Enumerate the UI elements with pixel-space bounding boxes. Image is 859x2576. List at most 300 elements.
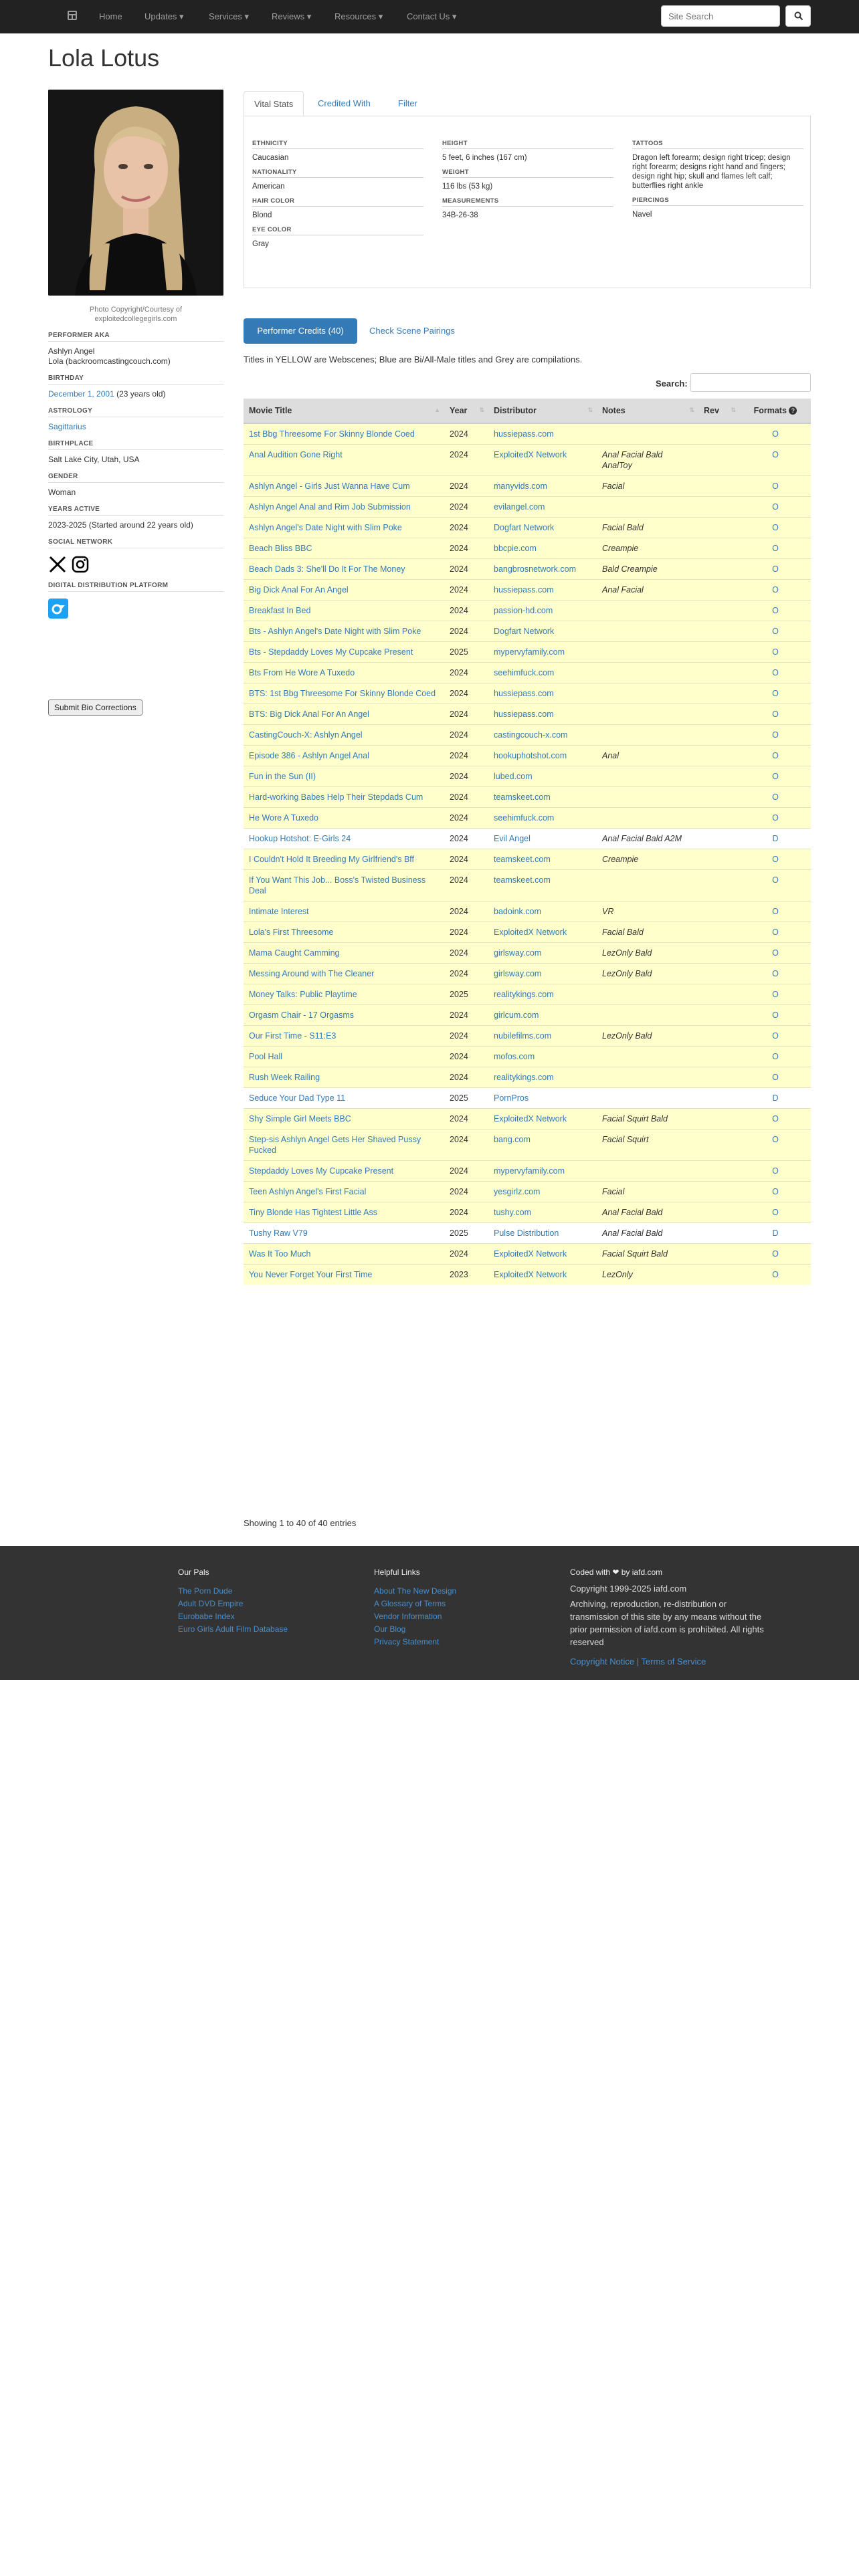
- birthday-value: [48, 389, 223, 399]
- col-movie-title[interactable]: Movie Title ▲: [244, 399, 444, 423]
- nav-reviews[interactable]: Reviews ▾: [272, 11, 312, 21]
- table-row: [244, 476, 811, 497]
- aka-value: [48, 346, 223, 366]
- credit-format-link[interactable]: D: [740, 1088, 811, 1109]
- credit-distributor-link[interactable]: Dogfart Network: [488, 621, 597, 642]
- credit-notes: [597, 766, 698, 787]
- footer-our-pals: [178, 1566, 379, 1636]
- credit-title-link[interactable]: 1st Bbg Threesome For Skinny Blonde Coed: [244, 423, 444, 445]
- credit-format-link[interactable]: O: [740, 445, 811, 476]
- credit-format-link[interactable]: O: [740, 559, 811, 580]
- credit-format-link[interactable]: O: [740, 1005, 811, 1026]
- credit-distributor-link[interactable]: ExploitedX Network: [488, 1244, 597, 1265]
- credit-format-link[interactable]: O: [740, 1067, 811, 1088]
- credit-notes: Anal Facial Bald: [597, 1223, 698, 1244]
- table-row: [244, 642, 811, 663]
- credit-title-link[interactable]: Was It Too Much: [244, 1244, 444, 1265]
- credit-distributor-link[interactable]: teamskeet.com: [488, 870, 597, 901]
- credit-notes: LezOnly Bald: [597, 964, 698, 984]
- search-button[interactable]: [785, 5, 811, 27]
- credit-year: 2024: [444, 1182, 488, 1202]
- credit-format-link[interactable]: O: [740, 1047, 811, 1067]
- col-distributor[interactable]: Distributor ⇅: [488, 399, 597, 423]
- nav-services[interactable]: Services ▾: [209, 11, 249, 21]
- credit-format-link[interactable]: O: [740, 870, 811, 901]
- credit-format-link[interactable]: O: [740, 423, 811, 445]
- ethnicity-value: Caucasian: [252, 154, 289, 162]
- credit-distributor-link[interactable]: Dogfart Network: [488, 518, 597, 538]
- credit-format-link[interactable]: O: [740, 725, 811, 746]
- credit-title-link[interactable]: Messing Around with The Cleaner: [244, 964, 444, 984]
- credit-format-link[interactable]: O: [740, 663, 811, 683]
- tab-filter[interactable]: Filter: [398, 98, 417, 108]
- credit-format-link[interactable]: O: [740, 476, 811, 497]
- credit-title-link[interactable]: Orgasm Chair - 17 Orgasms: [244, 1005, 444, 1026]
- platform-icons: [48, 597, 223, 617]
- credit-distributor-link[interactable]: girlsway.com: [488, 943, 597, 964]
- credit-year: 2024: [444, 445, 488, 476]
- table-row: [244, 1067, 811, 1088]
- credit-rev: [698, 901, 740, 922]
- birthplace-value: Salt Lake City, Utah, USA: [48, 455, 140, 464]
- col-notes[interactable]: Notes ⇅: [597, 399, 698, 423]
- col-formats[interactable]: Formats ?: [740, 399, 811, 423]
- credit-rev: [698, 849, 740, 870]
- credit-title-link[interactable]: BTS: 1st Bbg Threesome For Skinny Blonde Coed: [244, 683, 444, 704]
- table-row: [244, 1161, 811, 1182]
- credit-distributor-link[interactable]: teamskeet.com: [488, 849, 597, 870]
- credit-notes: [597, 1088, 698, 1109]
- credit-title-link[interactable]: Ashlyn Angel - Girls Just Wanna Have Cum: [244, 476, 444, 497]
- credit-title-link[interactable]: Mama Caught Camming: [244, 943, 444, 964]
- credit-notes: [597, 1067, 698, 1088]
- instagram-icon[interactable]: [71, 555, 90, 574]
- credit-year: 2024: [444, 1130, 488, 1161]
- credit-distributor-link[interactable]: ExploitedX Network: [488, 445, 597, 476]
- credit-notes: Anal Facial Bald AnalToy: [597, 445, 698, 476]
- credit-rev: [698, 497, 740, 518]
- credit-title-link[interactable]: Bts - Stepdaddy Loves My Cupcake Present: [244, 642, 444, 663]
- credit-format-link[interactable]: O: [740, 642, 811, 663]
- credit-format-link[interactable]: O: [740, 964, 811, 984]
- credit-distributor-link[interactable]: nubilefilms.com: [488, 1026, 597, 1047]
- footer-link[interactable]: Eurobabe Index: [178, 1612, 235, 1621]
- height-value: 5 feet, 6 inches (167 cm): [442, 154, 527, 162]
- table-row: [244, 663, 811, 683]
- credit-format-link[interactable]: O: [740, 1161, 811, 1182]
- vital-stats-panel: [244, 116, 811, 288]
- credit-format-link[interactable]: D: [740, 1223, 811, 1244]
- footer-link[interactable]: A Glossary of Terms: [374, 1599, 446, 1608]
- credit-distributor-link[interactable]: hussiepass.com: [488, 423, 597, 445]
- credit-format-link[interactable]: O: [740, 1130, 811, 1161]
- credit-distributor-link[interactable]: ExploitedX Network: [488, 1109, 597, 1130]
- nav-contact[interactable]: Contact Us ▾: [407, 11, 457, 21]
- credit-year: 2024: [444, 1026, 488, 1047]
- credit-year: 2024: [444, 901, 488, 922]
- credit-rev: [698, 423, 740, 445]
- credit-title-link[interactable]: Stepdaddy Loves My Cupcake Present: [244, 1161, 444, 1182]
- credit-title-link[interactable]: Bts From He Wore A Tuxedo: [244, 663, 444, 683]
- table-row: [244, 984, 811, 1005]
- table-row: [244, 621, 811, 642]
- credit-title-link[interactable]: Anal Audition Gone Right: [244, 445, 444, 476]
- credit-title-link[interactable]: Teen Ashlyn Angel's First Facial: [244, 1182, 444, 1202]
- credit-notes: [597, 642, 698, 663]
- credit-format-link[interactable]: O: [740, 766, 811, 787]
- credit-title-link[interactable]: Money Talks: Public Playtime: [244, 984, 444, 1005]
- credit-format-link[interactable]: O: [740, 746, 811, 766]
- astrology-link[interactable]: Sagittarius: [48, 422, 86, 431]
- footer-link[interactable]: Our Blog: [374, 1624, 406, 1634]
- credit-title-link[interactable]: Hookup Hotshot: E-Girls 24: [244, 829, 444, 849]
- credit-rev: [698, 704, 740, 725]
- credit-rev: [698, 580, 740, 601]
- table-row: [244, 725, 811, 746]
- credit-year: 2024: [444, 829, 488, 849]
- credit-year: 2024: [444, 1202, 488, 1223]
- credit-distributor-link[interactable]: hookuphotshot.com: [488, 746, 597, 766]
- credit-rev: [698, 787, 740, 808]
- site-search-input[interactable]: [661, 5, 780, 27]
- credit-notes: [597, 787, 698, 808]
- table-row: [244, 1026, 811, 1047]
- aka-name: Ashlyn Angel: [48, 346, 95, 356]
- credit-format-link[interactable]: O: [740, 683, 811, 704]
- credit-title-link[interactable]: Ashlyn Angel Anal and Rim Job Submission: [244, 497, 444, 518]
- vitals-col-1: [252, 134, 423, 251]
- credit-year: 2024: [444, 601, 488, 621]
- credit-format-link[interactable]: O: [740, 1244, 811, 1265]
- table-info: Showing 1 to 40 of 40 entries: [244, 1518, 357, 1528]
- table-row: [244, 1202, 811, 1223]
- credit-distributor-link[interactable]: castingcouch-x.com: [488, 725, 597, 746]
- piercings-value: Navel: [632, 211, 652, 219]
- credit-notes: [597, 808, 698, 829]
- credit-notes: [597, 870, 698, 901]
- credit-rev: [698, 725, 740, 746]
- credit-rev: [698, 1067, 740, 1088]
- table-row: [244, 870, 811, 901]
- nationality-label: NATIONALITY: [252, 169, 423, 178]
- credit-title-link[interactable]: Breakfast In Bed: [244, 601, 444, 621]
- credit-year: 2024: [444, 808, 488, 829]
- credit-rev: [698, 642, 740, 663]
- credit-title-link[interactable]: Tushy Raw V79: [244, 1223, 444, 1244]
- tattoos-value: Dragon left forearm; design right tricep; design right forearm; designs right hand and fingers; design right hip; skull and flames left calf; butterflies right ankle: [632, 154, 791, 190]
- credit-year: 2025: [444, 1223, 488, 1244]
- table-row: [244, 1244, 811, 1265]
- years-active-value: 2023-2025 (Started around 22 years old): [48, 520, 193, 530]
- credit-year: 2024: [444, 423, 488, 445]
- credit-notes: Facial Squirt: [597, 1130, 698, 1161]
- credit-format-link[interactable]: O: [740, 1109, 811, 1130]
- bio-column: [48, 90, 223, 712]
- credit-title-link[interactable]: Beach Bliss BBC: [244, 538, 444, 559]
- footer-helpful-links: [374, 1566, 575, 1648]
- credit-distributor-link[interactable]: passion-hd.com: [488, 601, 597, 621]
- table-row: [244, 787, 811, 808]
- credit-format-link[interactable]: O: [740, 1202, 811, 1223]
- table-row: [244, 601, 811, 621]
- credit-title-link[interactable]: CastingCouch-X: Ashlyn Angel: [244, 725, 444, 746]
- table-row: [244, 423, 811, 445]
- credit-format-link[interactable]: O: [740, 922, 811, 943]
- credit-year: 2024: [444, 922, 488, 943]
- credit-title-link[interactable]: Hard-working Babes Help Their Stepdads Cum: [244, 787, 444, 808]
- credit-year: 2024: [444, 1047, 488, 1067]
- credit-notes: Facial Squirt Bald: [597, 1109, 698, 1130]
- credit-rev: [698, 1265, 740, 1285]
- home-logo-icon[interactable]: [67, 10, 78, 21]
- credit-year: 2024: [444, 1244, 488, 1265]
- credit-format-link[interactable]: O: [740, 704, 811, 725]
- credit-rev: [698, 518, 740, 538]
- credit-year: 2024: [444, 870, 488, 901]
- credit-title-link[interactable]: Intimate Interest: [244, 901, 444, 922]
- credit-distributor-link[interactable]: badoink.com: [488, 901, 597, 922]
- credit-distributor-link[interactable]: tushy.com: [488, 1202, 597, 1223]
- credit-rev: [698, 1223, 740, 1244]
- credit-year: 2024: [444, 621, 488, 642]
- legal-links[interactable]: Copyright Notice | Terms of Service: [570, 1656, 706, 1667]
- table-row: [244, 943, 811, 964]
- table-row: [244, 538, 811, 559]
- credit-format-link[interactable]: O: [740, 1026, 811, 1047]
- credit-rev: [698, 1202, 740, 1223]
- credit-rev: [698, 445, 740, 476]
- credit-title-link[interactable]: Our First Time - S11:E3: [244, 1026, 444, 1047]
- credit-format-link[interactable]: O: [740, 984, 811, 1005]
- help-icon[interactable]: ?: [789, 407, 797, 415]
- credit-format-link[interactable]: O: [740, 538, 811, 559]
- credit-year: 2024: [444, 704, 488, 725]
- credit-distributor-link[interactable]: Evil Angel: [488, 829, 597, 849]
- table-row: [244, 1130, 811, 1161]
- credit-rev: [698, 808, 740, 829]
- credit-distributor-link[interactable]: bang.com: [488, 1130, 597, 1161]
- credit-title-link[interactable]: Beach Dads 3: She'll Do It For The Money: [244, 559, 444, 580]
- credit-title-link[interactable]: Rush Week Railing: [244, 1067, 444, 1088]
- credit-notes: [597, 497, 698, 518]
- site-footer: [0, 1546, 859, 1680]
- tattoos-label: TATTOOS: [632, 140, 803, 149]
- table-row: [244, 518, 811, 538]
- credit-distributor-link[interactable]: hussiepass.com: [488, 683, 597, 704]
- credit-year: 2024: [444, 518, 488, 538]
- credit-rev: [698, 1244, 740, 1265]
- credit-format-link[interactable]: O: [740, 621, 811, 642]
- weight-label: WEIGHT: [442, 169, 613, 178]
- credit-notes: [597, 1161, 698, 1182]
- credit-rev: [698, 538, 740, 559]
- footer-pals-title: Our Pals: [178, 1568, 209, 1577]
- measurements-label: MEASUREMENTS: [442, 197, 613, 207]
- footer-link[interactable]: Adult DVD Empire: [178, 1599, 244, 1608]
- credit-title-link[interactable]: Tiny Blonde Has Tightest Little Ass: [244, 1202, 444, 1223]
- credit-distributor-link[interactable]: bangbrosnetwork.com: [488, 559, 597, 580]
- credit-title-link[interactable]: Lola's First Threesome: [244, 922, 444, 943]
- credit-distributor-link[interactable]: mypervyfamily.com: [488, 1161, 597, 1182]
- onlyfans-icon[interactable]: [48, 599, 68, 619]
- credit-distributor-link[interactable]: hussiepass.com: [488, 704, 597, 725]
- credit-year: 2024: [444, 476, 488, 497]
- credit-notes: [597, 621, 698, 642]
- tab-vital-stats[interactable]: Vital Stats: [244, 91, 304, 117]
- credit-rev: [698, 559, 740, 580]
- credit-distributor-link[interactable]: lubed.com: [488, 766, 597, 787]
- credit-rev: [698, 601, 740, 621]
- aka-label: PERFORMER AKA: [48, 332, 223, 342]
- credit-year: 2023: [444, 1265, 488, 1285]
- credit-year: 2024: [444, 683, 488, 704]
- table-row: [244, 901, 811, 922]
- hair-color-label: HAIR COLOR: [252, 197, 423, 207]
- credit-title-link[interactable]: I Couldn't Hold It Breeding My Girlfriend's Bff: [244, 849, 444, 870]
- credit-year: 2024: [444, 1067, 488, 1088]
- birthday-link[interactable]: December 1, 2001: [48, 389, 114, 399]
- credit-year: 2024: [444, 497, 488, 518]
- credit-year: 2024: [444, 849, 488, 870]
- credit-title-link[interactable]: Ashlyn Angel's Date Night with Slim Poke: [244, 518, 444, 538]
- check-scene-pairings-link[interactable]: Check Scene Pairings: [369, 326, 455, 336]
- credit-title-link[interactable]: He Wore A Tuxedo: [244, 808, 444, 829]
- footer-link[interactable]: The Porn Dude: [178, 1586, 233, 1596]
- credit-title-link[interactable]: Bts - Ashlyn Angel's Date Night with Slim Poke: [244, 621, 444, 642]
- credit-year: 2024: [444, 1109, 488, 1130]
- credit-notes: Facial Bald: [597, 922, 698, 943]
- credit-rev: [698, 984, 740, 1005]
- credit-distributor-link[interactable]: Pulse Distribution: [488, 1223, 597, 1244]
- credit-distributor-link[interactable]: girlsway.com: [488, 964, 597, 984]
- credit-notes: Facial Squirt Bald: [597, 1244, 698, 1265]
- credit-title-link[interactable]: Pool Hall: [244, 1047, 444, 1067]
- credit-distributor-link[interactable]: hussiepass.com: [488, 580, 597, 601]
- performer-credits-button[interactable]: Performer Credits (40): [244, 318, 357, 344]
- table-header-row: [244, 399, 811, 423]
- piercings-label: PIERCINGS: [632, 197, 803, 206]
- credit-rev: [698, 1005, 740, 1026]
- credit-notes: LezOnly: [597, 1265, 698, 1285]
- credit-year: 2024: [444, 580, 488, 601]
- credit-rev: [698, 1130, 740, 1161]
- credit-format-link[interactable]: O: [740, 518, 811, 538]
- submit-bio-corrections-button[interactable]: Submit Bio Corrections: [48, 700, 142, 716]
- footer-link[interactable]: Euro Girls Adult Film Database: [178, 1624, 288, 1634]
- tab-credited-with[interactable]: Credited With: [318, 98, 371, 108]
- credit-notes: [597, 704, 698, 725]
- credit-title-link[interactable]: Big Dick Anal For An Angel: [244, 580, 444, 601]
- credit-distributor-link[interactable]: mofos.com: [488, 1047, 597, 1067]
- credit-title-link[interactable]: Episode 386 - Ashlyn Angel Anal: [244, 746, 444, 766]
- footer-link[interactable]: Vendor Information: [374, 1612, 442, 1621]
- credit-title-link[interactable]: Seduce Your Dad Type 11: [244, 1088, 444, 1109]
- credit-notes: LezOnly Bald: [597, 1026, 698, 1047]
- credit-format-link[interactable]: O: [740, 1182, 811, 1202]
- table-row: [244, 922, 811, 943]
- credit-format-link[interactable]: O: [740, 497, 811, 518]
- credit-title-link[interactable]: You Never Forget Your First Time: [244, 1265, 444, 1285]
- credit-notes: [597, 423, 698, 445]
- table-search-input[interactable]: [690, 373, 811, 392]
- credit-format-link[interactable]: O: [740, 808, 811, 829]
- credit-format-link[interactable]: O: [740, 580, 811, 601]
- credit-rev: [698, 829, 740, 849]
- credit-format-link[interactable]: O: [740, 849, 811, 870]
- credit-title-link[interactable]: Step-sis Ashlyn Angel Gets Her Shaved Pussy Fucked: [244, 1130, 444, 1161]
- aka-name: Lola (backroomcastingcouch.com): [48, 356, 171, 366]
- copyright-text: Copyright 1999-2025 iafd.com: [570, 1584, 687, 1594]
- credit-distributor-link[interactable]: ExploitedX Network: [488, 922, 597, 943]
- footer-link[interactable]: About The New Design: [374, 1586, 457, 1596]
- credit-distributor-link[interactable]: manyvids.com: [488, 476, 597, 497]
- nav-home[interactable]: Home: [99, 11, 122, 21]
- credit-title-link[interactable]: Shy Simple Girl Meets BBC: [244, 1109, 444, 1130]
- credit-distributor-link[interactable]: yesgirlz.com: [488, 1182, 597, 1202]
- credit-format-link[interactable]: O: [740, 943, 811, 964]
- birthday-label: BIRTHDAY: [48, 374, 223, 385]
- credit-rev: [698, 964, 740, 984]
- credit-notes: Anal Facial Bald A2M: [597, 829, 698, 849]
- credit-format-link[interactable]: O: [740, 601, 811, 621]
- credit-rev: [698, 1161, 740, 1182]
- credit-distributor-link[interactable]: teamskeet.com: [488, 787, 597, 808]
- credit-distributor-link[interactable]: evilangel.com: [488, 497, 597, 518]
- credit-distributor-link[interactable]: bbcpie.com: [488, 538, 597, 559]
- nav-updates[interactable]: Updates ▾: [145, 11, 184, 21]
- credit-distributor-link[interactable]: seehimfuck.com: [488, 808, 597, 829]
- table-row: [244, 829, 811, 849]
- social-network-label: SOCIAL NETWORK: [48, 538, 223, 548]
- credit-distributor-link[interactable]: ExploitedX Network: [488, 1265, 597, 1285]
- table-row: [244, 497, 811, 518]
- credit-rev: [698, 1109, 740, 1130]
- credit-rev: [698, 766, 740, 787]
- credit-rev: [698, 1182, 740, 1202]
- credit-format-link[interactable]: O: [740, 787, 811, 808]
- credit-notes: [597, 1047, 698, 1067]
- eye-color-label: EYE COLOR: [252, 226, 423, 235]
- eye-color-value: Gray: [252, 240, 269, 248]
- col-year[interactable]: Year ⇅: [444, 399, 488, 423]
- credit-distributor-link[interactable]: mypervyfamily.com: [488, 642, 597, 663]
- credit-year: 2024: [444, 787, 488, 808]
- credit-notes: [597, 663, 698, 683]
- credit-title-link[interactable]: If You Want This Job... Boss's Twisted Business Deal: [244, 870, 444, 901]
- credit-distributor-link[interactable]: girlcum.com: [488, 1005, 597, 1026]
- credit-distributor-link[interactable]: realitykings.com: [488, 1067, 597, 1088]
- credit-distributor-link[interactable]: PornPros: [488, 1088, 597, 1109]
- nav-resources[interactable]: Resources ▾: [335, 11, 383, 21]
- credit-distributor-link[interactable]: seehimfuck.com: [488, 663, 597, 683]
- color-legend-note: Titles in YELLOW are Webscenes; Blue are Bi/All-Male titles and Grey are compilations.: [244, 354, 583, 364]
- credit-format-link[interactable]: O: [740, 1265, 811, 1285]
- footer-link[interactable]: Privacy Statement: [374, 1637, 440, 1646]
- credit-rev: [698, 1047, 740, 1067]
- credit-year: 2024: [444, 1005, 488, 1026]
- credit-notes: [597, 725, 698, 746]
- credit-title-link[interactable]: Fun in the Sun (II): [244, 766, 444, 787]
- credit-title-link[interactable]: BTS: Big Dick Anal For An Angel: [244, 704, 444, 725]
- table-row: [244, 1182, 811, 1202]
- col-rev[interactable]: Rev ⇅: [698, 399, 740, 423]
- credit-format-link[interactable]: D: [740, 829, 811, 849]
- credit-distributor-link[interactable]: realitykings.com: [488, 984, 597, 1005]
- x-twitter-icon[interactable]: [48, 555, 67, 574]
- credit-notes: Anal: [597, 746, 698, 766]
- credit-notes: Anal Facial: [597, 580, 698, 601]
- credit-format-link[interactable]: O: [740, 901, 811, 922]
